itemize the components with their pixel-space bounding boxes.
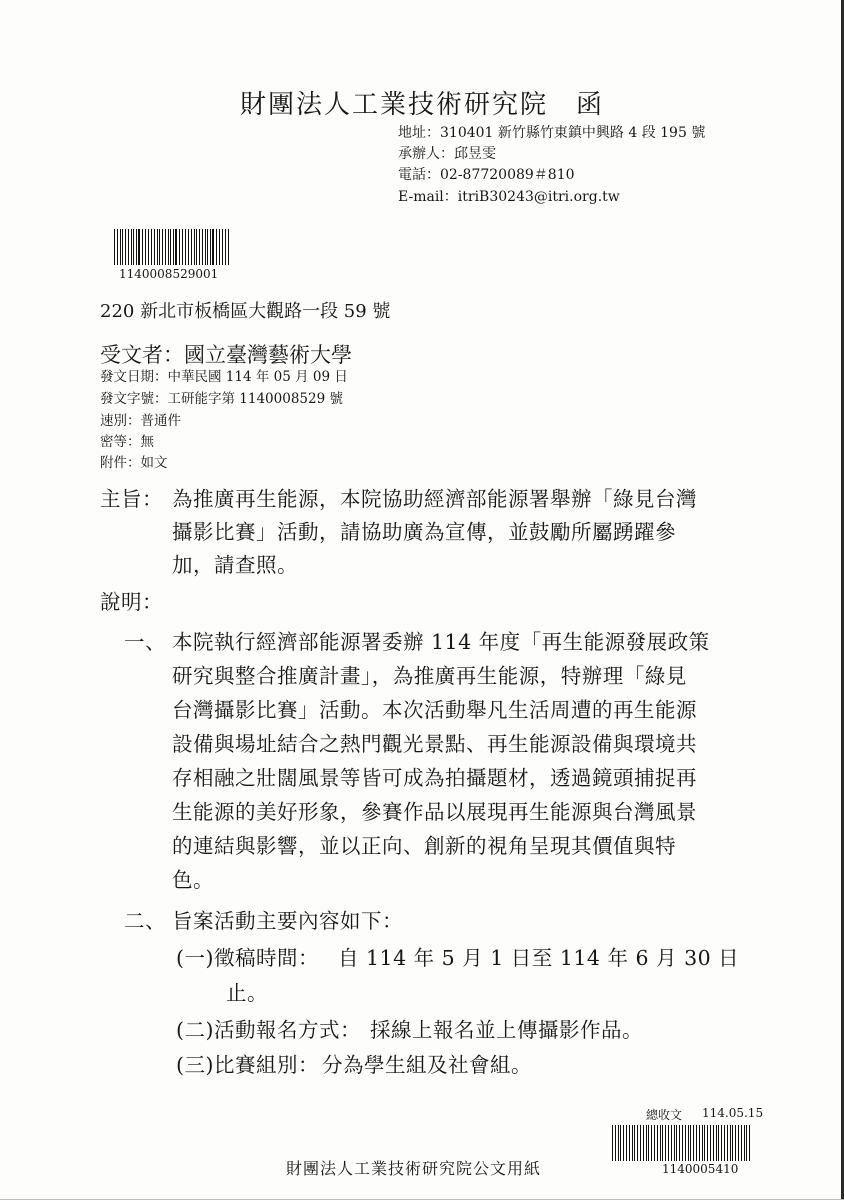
item-line: 本院執行經濟部能源署委辦 114 年度「再生能源發展政策 [172,630,710,654]
subitem-text: 自 114 年 5 月 1 日至 114 年 6 月 30 日 [338,946,740,970]
receipt-date: 114.05.15 [702,1106,764,1120]
subitem-label: (一)徵稿時間： [176,946,319,970]
contact-email: E-mail：itriB30243@itri.org.tw [398,189,620,205]
item-line: 台灣攝影比賽」活動。本次活動舉凡生活周遭的再生能源 [172,698,697,722]
subitem-text: 分為學生組及社會組。 [322,1053,532,1077]
issue-date: 發文日期：中華民國 114 年 05 月 09 日 [100,369,348,385]
subject-line: 攝影比賽」活動，請協助廣為宣傳，並鼓勵所屬踴躍參 [172,520,676,544]
contact-person: 承辦人：邱昱雯 [398,146,496,162]
subject-line: 加，請查照。 [172,553,298,577]
item-line: 存相融之壯闊風景等皆可成為拍攝題材，透過鏡頭捕捉再 [172,766,697,790]
document-number: 發文字號：工研能字第 1140008529 號 [100,391,343,407]
receipt-number: 1140005410 [662,1162,739,1176]
mailing-address: 220 新北市板橋區大觀路一段 59 號 [100,301,391,322]
receipt-label: 總收文 [646,1108,683,1122]
explanation-label: 說明： [100,590,163,614]
subitem-label: (二)活動報名方式： [176,1018,361,1042]
subitem-text: 採線上報名並上傳攝影作品。 [370,1018,643,1042]
barcode-top-number: 1140008529001 [119,267,219,281]
item-line: 色。 [172,868,214,892]
classification: 密等：無 [100,434,154,450]
item-line: 設備與場址結合之熱門觀光景點、再生能源設備與環境共 [172,732,697,756]
subitem-continuation: 止。 [226,981,268,1005]
item-line: 生能源的美好形象，參賽作品以展現再生能源與台灣風景 [172,800,697,824]
contact-phone: 電話：02-87720089＃810 [398,167,575,183]
subitem-label: (三)比賽組別： [176,1053,319,1077]
footer-form-name: 財團法人工業技術研究院公文用紙 [286,1159,542,1178]
recipient: 受文者：國立臺灣藝術大學 [100,343,352,367]
attachment: 附件：如文 [100,455,168,471]
item-line: 旨案活動主要內容如下： [172,909,403,933]
subject-line: 為推廣再生能源，本院協助經濟部能源署舉辦「綠見台灣 [172,487,697,511]
item-number: 二、 [124,909,166,933]
barcode-receipt [612,1125,752,1161]
contact-address: 地址：310401 新竹縣竹東鎮中興路 4 段 195 號 [398,125,706,141]
item-number: 一、 [124,630,166,654]
barcode-top [114,229,232,265]
item-line: 的連結與影響，並以正向、創新的視角呈現其價值與特 [172,834,676,858]
subject-label: 主旨： [100,487,163,511]
urgency: 速別：普通件 [100,413,181,429]
item-line: 研究與整合推廣計畫」，為推廣再生能源，特辦理「綠見 [172,664,687,688]
document-title: 財團法人工業技術研究院 函 [240,90,605,120]
